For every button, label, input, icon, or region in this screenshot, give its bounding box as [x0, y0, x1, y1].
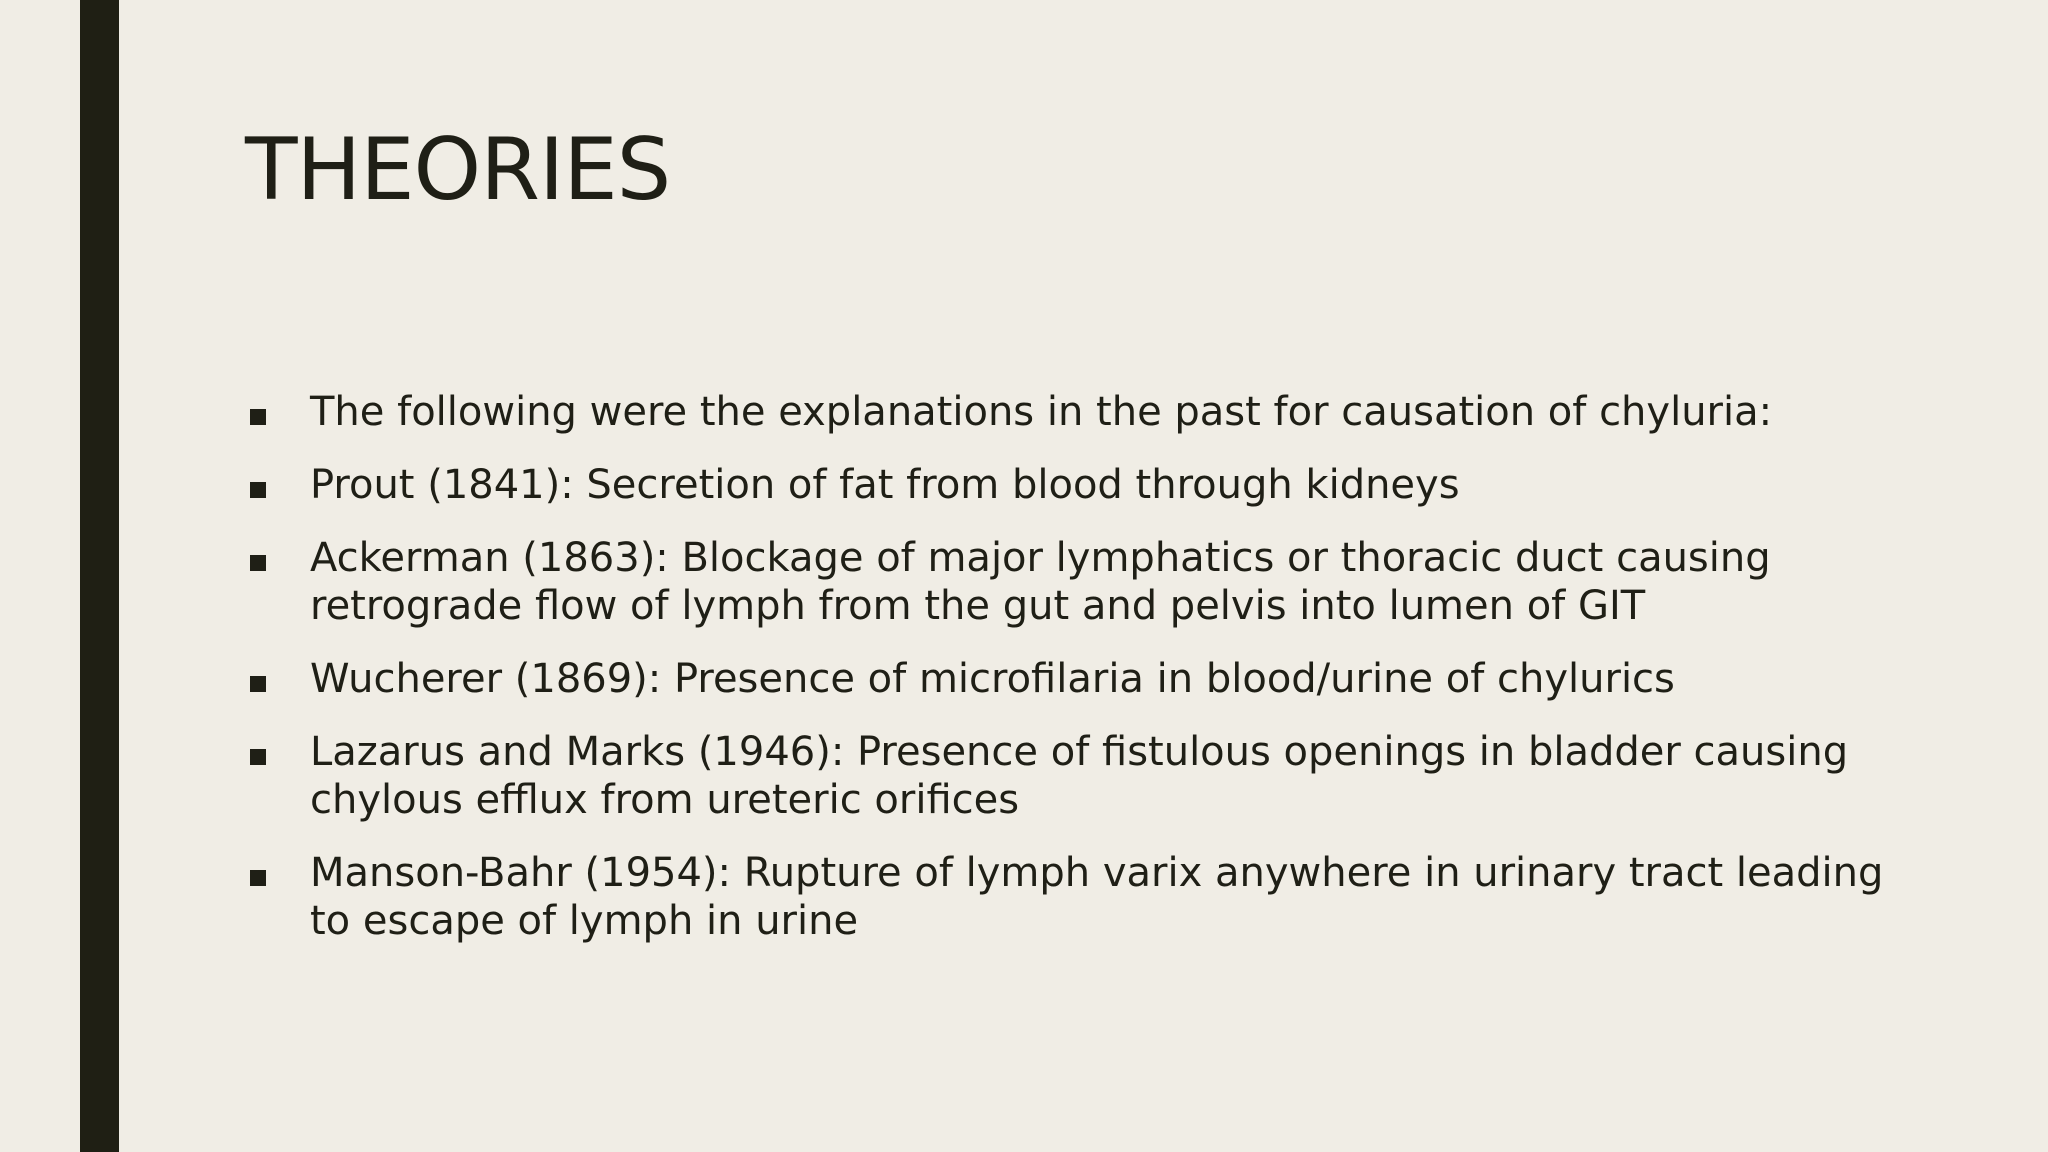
bullet-text — [310, 534, 1865, 630]
bullet-line: The following were the explanations in the past for causation of chyluria: — [310, 389, 1773, 435]
bullet-item-intro — [245, 388, 1865, 436]
slide-title: THEORIES — [245, 120, 671, 220]
square-bullet-icon — [250, 870, 266, 886]
bullet-text — [310, 728, 1865, 824]
bullet-item-manson-bahr — [245, 849, 1884, 945]
bullet-list — [245, 388, 1884, 970]
bullet-line: retrograde flow of lymph from the gut and pelvis into lumen of GIT — [310, 583, 1646, 629]
bullet-item-wucherer — [245, 655, 1865, 703]
square-bullet-icon — [250, 676, 266, 692]
square-bullet-icon — [250, 409, 266, 425]
bullet-text — [310, 388, 1865, 436]
bullet-line: Prout (1841): Secretion of fat from blood through kidneys — [310, 462, 1460, 508]
bullet-text — [310, 461, 1865, 509]
bullet-item-lazarus-marks — [245, 728, 1865, 824]
bullet-item-prout — [245, 461, 1865, 509]
bullet-line: Manson-Bahr (1954): Rupture of lymph varix anywhere in urinary tract leading — [310, 850, 1884, 896]
left-accent-bar — [80, 0, 119, 1152]
bullet-text — [310, 849, 1884, 945]
square-bullet-icon — [250, 482, 266, 498]
bullet-line: to escape of lymph in urine — [310, 898, 859, 944]
bullet-line: Wucherer (1869): Presence of microfilaria in blood/urine of chylurics — [310, 656, 1675, 702]
bullet-line: Lazarus and Marks (1946): Presence of fistulous openings in bladder causing — [310, 729, 1849, 775]
square-bullet-icon — [250, 749, 266, 765]
bullet-line: Ackerman (1863): Blockage of major lymphatics or thoracic duct causing — [310, 535, 1771, 581]
bullet-text — [310, 655, 1865, 703]
square-bullet-icon — [250, 555, 266, 571]
bullet-item-ackerman — [245, 534, 1865, 630]
bullet-line: chylous efflux from ureteric orifices — [310, 777, 1020, 823]
